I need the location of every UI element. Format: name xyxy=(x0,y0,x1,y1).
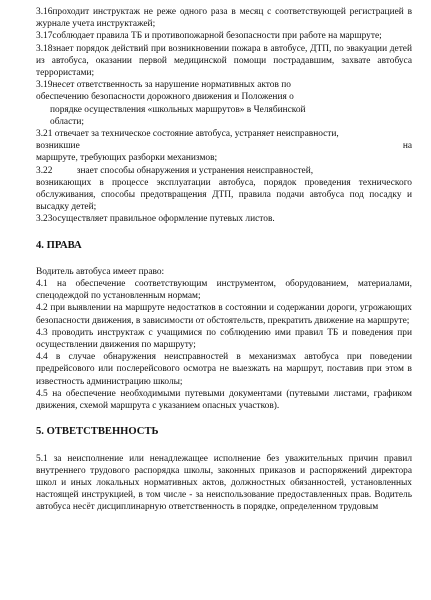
responsibility-5-1: 5.1 за неисполнение или ненадлежащее исполнение без уважительных причин правил внутреннего трудового распорядка школы, законных приказов и распоряжений директора школ и иных локальных нормативных актов, должностных обязанностей, установленных настоящей инструкцией, в том числе - за неиспользование предоставленных прав. Водитель автобуса несёт дисциплинарную ответственность в порядке, определенном трудовым xyxy=(36,453,412,513)
duty-3-21-word-1: возникшие xyxy=(36,141,80,152)
right-4-1: 4.1 на обеспечение соответствующим инструментом, оборудованием, материалами, спецодеждой по установленным нормам; xyxy=(36,279,412,302)
duty-3-19 xyxy=(36,79,412,128)
duty-3-19-line-3: порядке осуществления «школьных маршрутов» в Челябинской xyxy=(50,104,306,115)
duty-3-21-word-2: на xyxy=(402,141,412,152)
right-4-2: 4.2 при выявлении на маршруте недостатков в состоянии и содержании дороги, угрожающих безопасности движения, в зависимости от обстоятельств, прекратить движение на маршруте; xyxy=(36,303,412,326)
duty-3-21-line-1: 3.21 отвечает за техническое состояние автобуса, устраняет неисправности, xyxy=(36,129,339,140)
right-4-3: 4.3 проводить инструктаж с учащимися по соблюдению ими правил ТБ и поведения при осуществлении движения по маршруту; xyxy=(36,327,412,351)
duty-3-22-text: знает способы обнаружения и устранения неисправностей, xyxy=(76,165,314,176)
duty-3-19-line-2: обеспечению безопасности дорожного движения и Положения о xyxy=(36,92,294,103)
right-4-4: 4.4 в случае обнаружения неисправностей в механизмах автобуса при поведении предрейсового или послерейсового осмотра не выезжать на маршрут, поставив при этом в известность администрацию школы; xyxy=(36,352,412,387)
right-4-5: 4.5 на обеспечение необходимыми путевыми документами (путевыми листами, графиком движения, схемой маршрута с указанием опасных участков). xyxy=(36,388,412,412)
section-heading-rights: 4. ПРАВА xyxy=(36,239,82,251)
duty-3-19-line-1: 3.19несет ответственность за нарушение нормативных актов по xyxy=(36,80,291,91)
duty-3-19-line-4: области; xyxy=(50,116,84,127)
duty-3-21-line-2 xyxy=(36,140,412,152)
duty-3-21-line-3: маршруте, требующих разборки механизмов; xyxy=(36,153,218,164)
duty-3-22-line-1 xyxy=(36,165,412,177)
duty-3-18: 3.18знает порядок действий при возникновении пожара в автобусе, ДТП, по эвакуации детей из автобуса, оказании первой медицинской помощи пострадавшим, захвате автобуса террористами; xyxy=(36,43,412,79)
duty-3-22-body: возникающих в процессе эксплуатации автобуса, порядок проведения технического обслуживания, способы предотвращения ДТП, правила подачи автобуса под посадку и высадку детей; xyxy=(36,177,412,213)
section-heading-responsibility: 5. ОТВЕТСТВЕННОСТЬ xyxy=(36,426,159,438)
duty-3-22 xyxy=(36,165,412,214)
duty-3-22-number: 3.22 xyxy=(36,165,53,176)
duty-3-21 xyxy=(36,128,412,165)
duty-3-16: 3.16проходит инструктаж не реже одного раза в месяц с соответствующей регистрацией в журнале учета инструктажей; xyxy=(36,7,412,30)
document-page xyxy=(36,0,412,514)
duty-3-23: 3.23осуществляет правильное оформление путевых листов. xyxy=(36,214,275,225)
duty-3-17: 3.17соблюдает правила ТБ и противопожарной безопасности при работе на маршруте; xyxy=(36,31,382,42)
rights-intro: Водитель автобуса имеет право: xyxy=(36,266,165,277)
